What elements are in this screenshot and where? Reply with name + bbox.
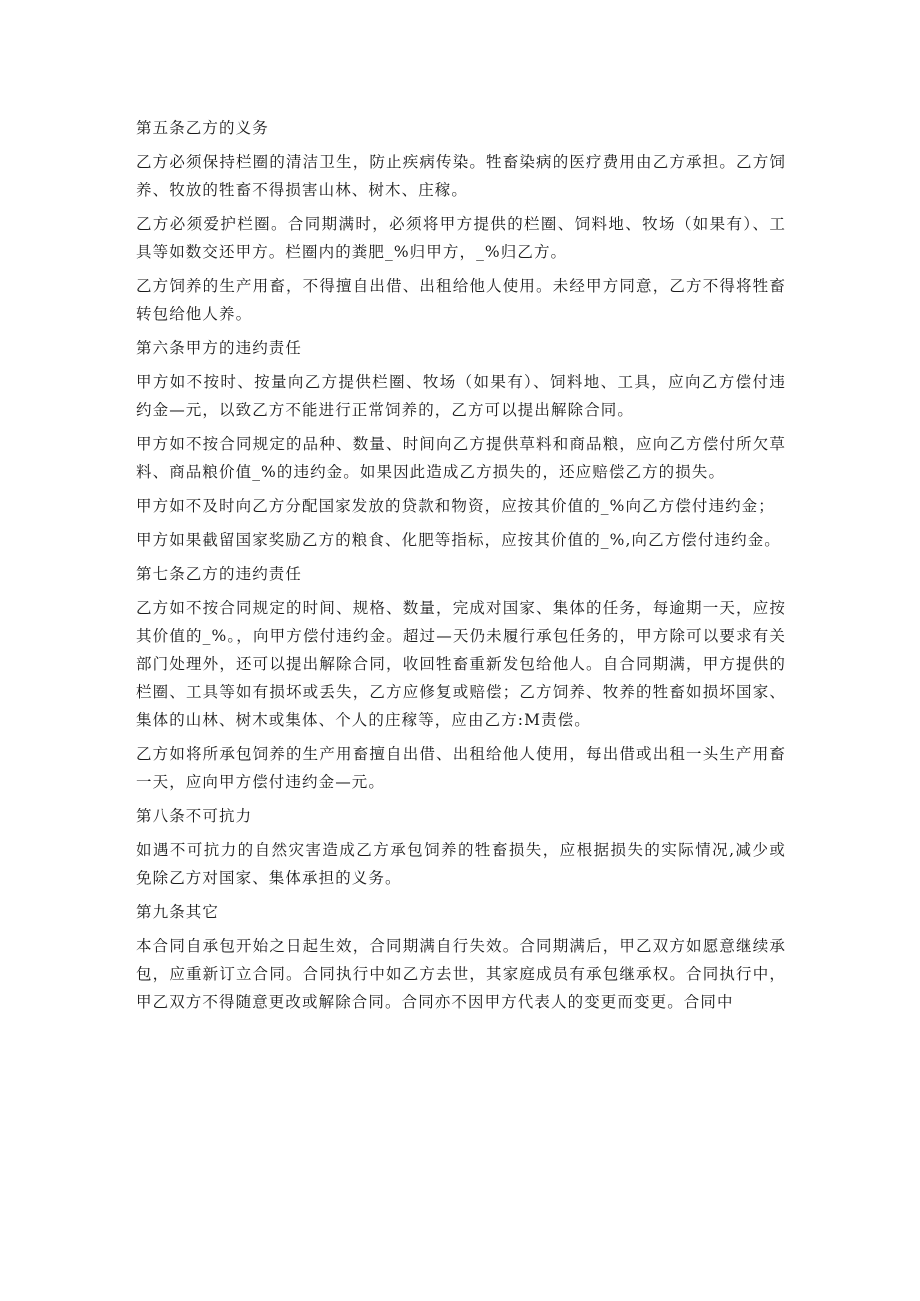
section-heading-article-7: 第七条乙方的违约责任 — [136, 565, 303, 583]
paragraph: 乙方饲养的生产用畜，不得擅自出借、出租给他人使用。未经甲方同意，乙方不得将牲畜转包给他人养。 — [136, 277, 786, 323]
section-heading-article-6: 第六条甲方的违约责任 — [136, 339, 303, 357]
paragraph: 乙方如将所承包饲养的生产用畜擅自出借、出租给他人使用，每出借或出租一头生产用畜一天，应向甲方偿付违约金—元。 — [136, 745, 786, 791]
paragraph: 甲方如果截留国家奖励乙方的粮食、化肥等指标，应按其价值的_%,向乙方偿付违约金。 — [136, 531, 781, 549]
paragraph: 甲方如不及时向乙方分配国家发放的贷款和物资，应按其价值的_%向乙方偿付违约金； — [136, 497, 775, 515]
paragraph: 甲方如不按时、按量向乙方提供栏圈、牧场（如果有）、饲料地、工具，应向乙方偿付违约金—元，以致乙方不能进行正常饲养的，乙方可以提出解除合同。 — [136, 373, 786, 419]
paragraph: 乙方如不按合同规定的时间、规格、数量，完成对国家、集体的任务，每逾期一天，应按其价值的_%。，向甲方偿付违约金。超过—天仍未履行承包任务的，甲方除可以要求有关部门处理外，还可以提出解除合同，收回牲畜重新发包给他人。自合同期满，甲方提供的栏圈、工具等如有损坏或丢失，乙方应修复或赔偿；乙方饲养、牧养的牲畜如损坏国家、集体的山林、树木或集体、个人的庄稼等，应由乙方:M责偿。 — [136, 599, 786, 729]
paragraph: 如遇不可抗力的自然灾害造成乙方承包饲养的牲畜损失，应根据损失的实际情况,减少或免除乙方对国家、集体承担的义务。 — [136, 841, 786, 887]
paragraph: 本合同自承包开始之日起生效，合同期满自行失效。合同期满后，甲乙双方如愿意继续承包，应重新订立合同。合同执行中如乙方去世，其家庭成员有承包继承权。合同执行中，甲乙双方不得随意更改或解除合同。合同亦不因甲方代表人的变更而变更。合同中 — [136, 937, 786, 1011]
contract-text-body — [136, 114, 786, 1022]
section-heading-article-5: 第五条乙方的义务 — [136, 119, 269, 137]
section-heading-article-9: 第九条其它 — [136, 903, 220, 921]
paragraph: 乙方必须保持栏圈的清洁卫生，防止疾病传染。牲畜染病的医疗费用由乙方承担。乙方饲养、牧放的牲畜不得损害山林、树木、庄稼。 — [136, 153, 786, 199]
paragraph: 乙方必须爱护栏圈。合同期满时，必须将甲方提供的栏圈、饲料地、牧场（如果有）、工具等如数交还甲方。栏圈内的粪肥_%归甲方，_%归乙方。 — [136, 215, 786, 261]
section-heading-article-8: 第八条不可抗力 — [136, 807, 253, 825]
paragraph: 甲方如不按合同规定的品种、数量、时间向乙方提供草料和商品粮，应向乙方偿付所欠草料、商品粮价值_%的违约金。如果因此造成乙方损失的，还应赔偿乙方的损失。 — [136, 435, 786, 481]
